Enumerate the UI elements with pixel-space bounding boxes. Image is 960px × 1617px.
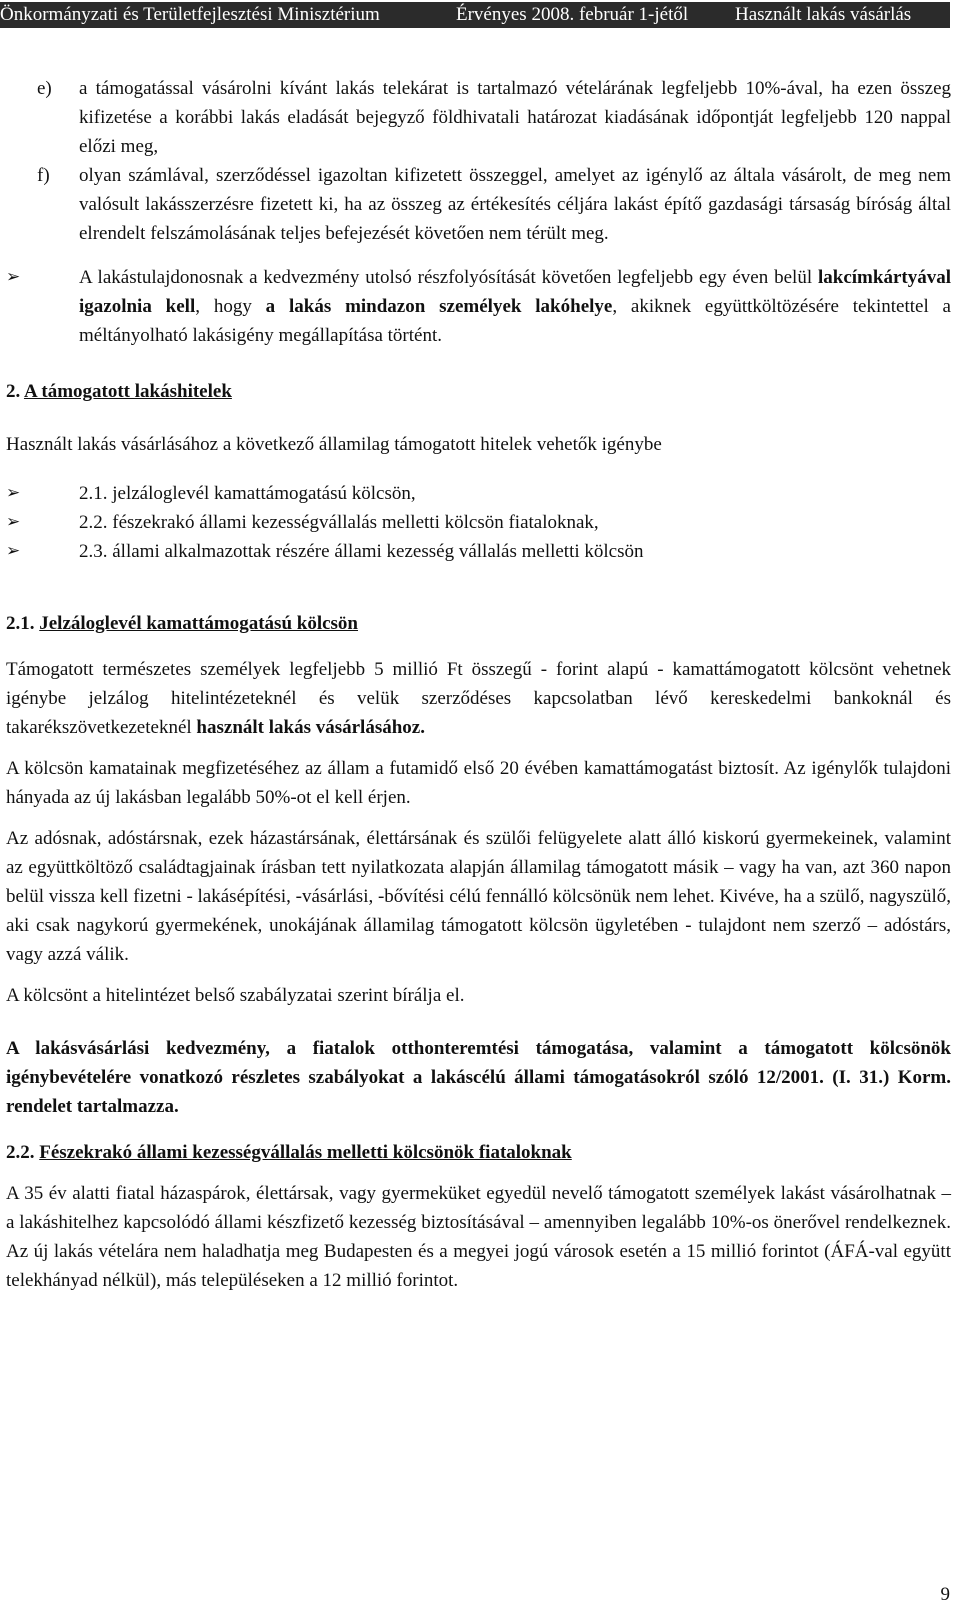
arrow-bold-2: a lakás mindazon személyek lakóhelye bbox=[265, 296, 613, 317]
section-2-2-title: Fészekrakó állami kezességvállalás melletti kölcsönök fiataloknak bbox=[39, 1142, 572, 1163]
list-item bbox=[6, 479, 951, 508]
arrow-bold-1: lakcímkártyával igazolnia kell bbox=[79, 267, 951, 317]
list-item-text: 2.3. állami alkalmazottak részére állami kezesség vállalás melletti kölcsön bbox=[79, 541, 644, 562]
item-text-e: a támogatással vásárolni kívánt lakás telekárat is tartalmazó vételárának legfeljebb 10%-ával, ha ezen összeg kifizetése a korábbi lakás eladását bejegyző földhivatali határozat kiadásának időpontját legfeljebb 120 nappal előzi meg, bbox=[79, 78, 951, 157]
arrow-bullet-icon: ➢ bbox=[6, 483, 21, 503]
header-ministry: Önkormányzati és Területfejlesztési Minisztérium bbox=[0, 4, 380, 25]
section-2-intro: Használt lakás vásárlásához a következő államilag támogatott hitelek vehetők igénybe bbox=[6, 434, 662, 455]
item-label-f: f) bbox=[37, 165, 50, 186]
loan-types-list bbox=[6, 479, 951, 566]
item-text-f: olyan számlával, szerződéssel igazoltan kifizetett összeggel, amelyet az igénylő az általa vásárolt, de meg nem valósult lakásszerzésre fizetett ki, ha az összeg az értékesítés céljára lakást építő gazdasági társaság bíróság által elrendelt felszámolásának teljes befejezését követően nem térült meg. bbox=[79, 165, 951, 244]
section-2-1-heading bbox=[6, 609, 951, 638]
list-item-text: 2.2. fészekrakó állami kezességvállalás melletti kölcsön fiataloknak, bbox=[79, 512, 599, 533]
section-2-number: 2. bbox=[6, 381, 21, 402]
section-2-2-number: 2.2. bbox=[6, 1142, 35, 1163]
list-item bbox=[6, 537, 951, 566]
list-item bbox=[6, 508, 951, 537]
section-2-heading bbox=[6, 377, 951, 406]
page-number: 9 bbox=[940, 1584, 950, 1605]
arrow-bullet-icon: ➢ bbox=[6, 512, 21, 532]
section-2-1-paragraph-2: A kölcsön kamatainak megfizetéséhez az állam a futamidő első 20 évében kamattámogatást biztosít. Az igénylők tulajdoni hányada az új lakásban legalább 50%-ot el kell érjen. bbox=[6, 758, 951, 808]
paragraph-bold-text: használt lakás vásárlásához. bbox=[196, 717, 425, 738]
list-item-e bbox=[6, 74, 951, 161]
section-2-2-heading bbox=[6, 1138, 951, 1167]
page-header bbox=[0, 2, 950, 28]
list-item-text: 2.1. jelzáloglevél kamattámogatású kölcsön, bbox=[79, 483, 416, 504]
list-item-f bbox=[6, 161, 951, 248]
section-2-1-number: 2.1. bbox=[6, 613, 35, 634]
section-2-1-paragraph-5: A lakásvásárlási kedvezmény, a fiatalok otthonteremtési támogatása, valamint a támogatott kölcsönök igénybevételére vonatkozó részletes szabályokat a lakáscélú állami támogatásokról szóló 12/2001. (I. 31.) Korm. rendelet tartalmazza. bbox=[6, 1038, 951, 1117]
document-body bbox=[6, 74, 951, 1295]
arrow-paragraph bbox=[6, 263, 951, 350]
section-2-2-paragraph-1: A 35 év alatti fiatal házaspárok, élettársak, vagy gyermeküket egyedül nevelő támogatott személyek lakást vásárolhatnak – a lakáshitelhez kapcsolódó állami készfizető kezesség biztosításával – amennyiben legalább 10%-os önerővel rendelkeznek. Az új lakás vételára nem haladhatja meg Budapesten és a megyei jogú városok esetén a 15 millió forintot (ÁFÁ-val együtt telekhányad nélkül), más településeken a 12 millió forintot. bbox=[6, 1183, 951, 1291]
arrow-text-2: , hogy bbox=[195, 296, 266, 317]
arrow-bullet-icon: ➢ bbox=[6, 267, 21, 287]
section-2-1-paragraph-4: A kölcsönt a hitelintézet belső szabályzatai szerint bírálja el. bbox=[6, 985, 465, 1006]
section-2-1-paragraph-3: Az adósnak, adóstársnak, ezek házastársának, élettársának és szülői felügyelete alatt álló kiskorú gyermekeinek, valamint az együttköltöző családtagjainak írásban tett nyilatkozata alapján államilag támogatott másik – vagy ha van, azt 360 napon belül vissza kell fizetni - lakásépítési, -vásárlási, -bővítési célú fennálló kölcsönük nem lehet. Kivéve, ha a szülő, nagyszülő, aki csak nagykorú gyermekének, unokájának államilag támogatott kölcsön ügyletében - tulajdont nem szerző – adóstárs, vagy azzá válik. bbox=[6, 828, 951, 965]
paragraph-text: Támogatott természetes személyek legfeljebb 5 millió Ft összegű - forint alapú - kamattámogatott kölcsönt vehetnek igénybe jelzálog hitelintézeteknél és velük szerződéses kapcsolatban lévő kereskedelmi bankoknál és takarékszövetkezeteknél bbox=[6, 659, 951, 738]
header-topic: Használt lakás vásárlás bbox=[735, 4, 912, 25]
section-2-title: A támogatott lakáshitelek bbox=[23, 381, 232, 402]
arrow-bullet-icon: ➢ bbox=[6, 541, 21, 561]
item-label-e: e) bbox=[37, 78, 52, 99]
arrow-text-3: , akiknek együttköltözésére tekintettel a méltányolható lakásigény megállapítása történt. bbox=[79, 296, 951, 346]
header-validity: Érvényes 2008. február 1-jétől bbox=[456, 4, 689, 25]
section-2-1-paragraph-1 bbox=[6, 655, 951, 742]
arrow-text-1: A lakástulajdonosnak a kedvezmény utolsó részfolyósítását követően legfeljebb egy éven belül bbox=[79, 267, 818, 288]
section-2-1-title: Jelzáloglevél kamattámogatású kölcsön bbox=[39, 613, 359, 634]
